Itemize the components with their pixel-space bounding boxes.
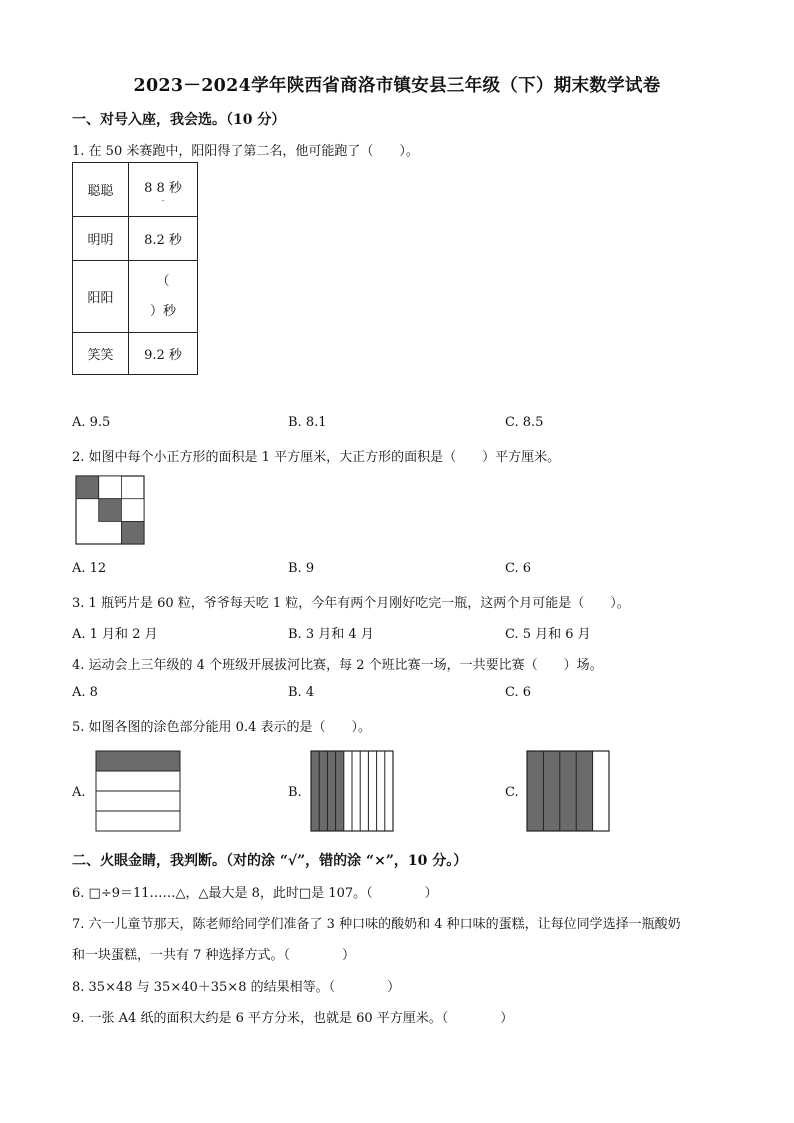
question-5: 5. 如图各图的涂色部分能用 0.4 表示的是（ ）。 — [72, 720, 371, 735]
runner-name: 明明 — [73, 217, 129, 261]
shaded-cell — [99, 499, 122, 522]
runner-time: 8.2 秒 — [129, 217, 198, 261]
shaded-strip — [96, 751, 180, 771]
table-row — [73, 261, 198, 333]
white-cell — [99, 476, 122, 499]
q1-option-c[interactable]: C. 8.5 — [505, 415, 544, 430]
runner-time — [129, 163, 198, 217]
white-strip — [96, 771, 180, 791]
runner-time — [129, 261, 198, 333]
shaded-cell — [121, 521, 144, 544]
table-row — [73, 333, 198, 375]
q3-option-a[interactable]: A. 1 月和 2 月 — [72, 627, 158, 642]
q3-option-b[interactable]: B. 3 月和 4 月 — [288, 627, 374, 642]
runner-name: 笑笑 — [73, 333, 129, 375]
question-1: 1. 在 50 米赛跑中，阳阳得了第二名，他可能跑了（ ）。 — [72, 144, 419, 159]
question-4: 4. 运动会上三年级的 4 个班级开展拔河比赛，每 2 个班比赛一场，一共要比赛（ ）场。 — [72, 658, 603, 673]
table-row — [73, 217, 198, 261]
question-6: 6. □÷9＝11……△，△最大是 8，此时□是 107。（ ） — [72, 886, 438, 901]
q5-option-a[interactable]: A. — [72, 785, 86, 800]
decimal-mark: . — [161, 194, 165, 203]
question-7-line-2: 和一块蛋糕，一共有 7 种选择方式。（ ） — [72, 948, 356, 963]
q4-option-c[interactable]: C. 6 — [505, 685, 532, 700]
white-strip — [96, 791, 180, 811]
page-title: 2023－2024学年陕西省商洛市镇安县三年级（下）期末数学试卷 — [133, 76, 661, 96]
q1-option-a[interactable]: A. 9.5 — [72, 415, 111, 430]
blank-close: ）秒 — [149, 303, 176, 319]
square-grid-figure — [75, 475, 147, 547]
blank-open: （ — [156, 273, 170, 289]
figure-b-ten-columns — [310, 750, 394, 832]
question-8: 8. 35×48 与 35×40＋35×8 的结果相等。（ ） — [72, 980, 401, 995]
figure-c-five-columns — [526, 750, 610, 832]
q3-option-c[interactable]: C. 5 月和 6 月 — [505, 627, 591, 642]
white-cell — [121, 499, 144, 522]
runner-time: 9.2 秒 — [129, 333, 198, 375]
q5-option-b[interactable]: B. — [288, 785, 302, 800]
section-2-heading: 二、火眼金睛，我判断。（对的涂 “√”，错的涂 “×”，10 分。） — [72, 853, 468, 869]
runner-name: 聪聪 — [73, 163, 129, 217]
figure-a-horizontal-strips — [95, 750, 181, 832]
race-time-table — [72, 162, 198, 375]
q2-option-c[interactable]: C. 6 — [505, 561, 532, 576]
question-2: 2. 如图中每个小正方形的面积是 1 平方厘米，大正方形的面积是（ ）平方厘米。 — [72, 450, 561, 465]
table-row — [73, 163, 198, 217]
runner-time-value: 8 8 秒 — [144, 181, 182, 196]
q4-option-b[interactable]: B. 4 — [288, 685, 315, 700]
q2-option-a[interactable]: A. 12 — [72, 561, 107, 576]
q4-option-a[interactable]: A. 8 — [72, 685, 98, 700]
q1-option-b[interactable]: B. 8.1 — [288, 415, 327, 430]
q5-option-c[interactable]: C. — [505, 785, 519, 800]
white-strip — [96, 811, 180, 831]
section-1-heading: 一、对号入座，我会选。（10 分） — [72, 112, 286, 128]
shaded-cell — [76, 476, 99, 499]
q2-option-b[interactable]: B. 9 — [288, 561, 315, 576]
question-7-line-1: 7. 六一儿童节那天，陈老师给同学们准备了 3 种口味的酸奶和 4 种口味的蛋糕，让每位同学选择一瓶酸奶 — [72, 917, 681, 932]
question-9: 9. 一张 A4 纸的面积大约是 6 平方分米，也就是 60 平方厘米。（ ） — [72, 1011, 514, 1026]
question-3: 3. 1 瓶钙片是 60 粒，爷爷每天吃 1 粒，今年有两个月刚好吃完一瓶，这两个月可能是（ ）。 — [72, 596, 630, 611]
runner-name: 阳阳 — [73, 261, 129, 333]
